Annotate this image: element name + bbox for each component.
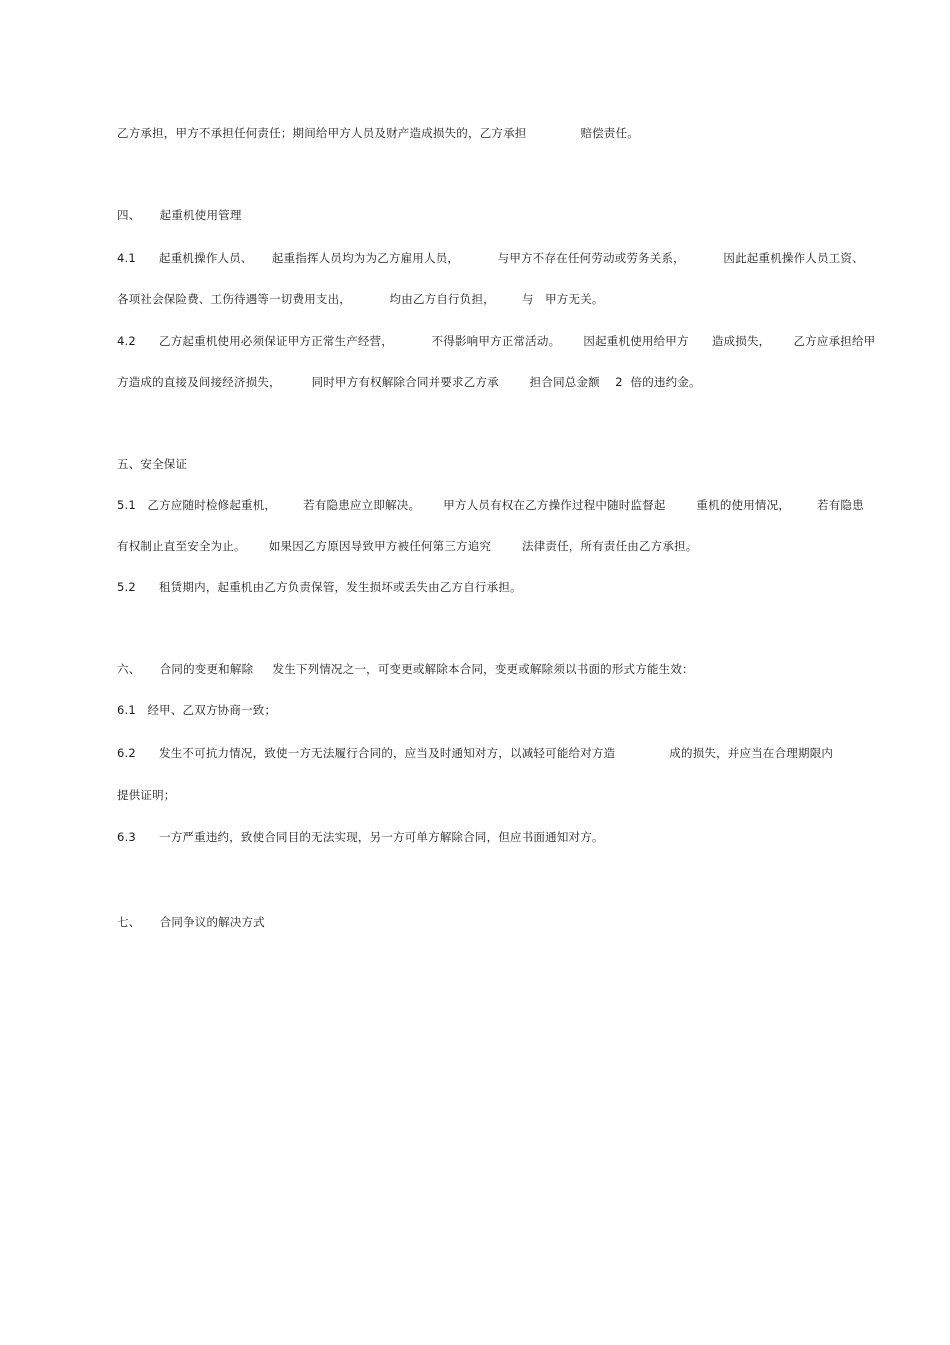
clause-line: 4.1 起重机操作人员、 起重指挥人员均为为乙方雇用人员， 与甲方不存在任何劳动或劳务关系， 因此起重机操作人员工资、 — [117, 251, 864, 265]
section-heading: 五、安全保证 — [117, 457, 188, 471]
clause-line: 5.1 乙方应随时检修起重机， 若有隐患应立即解决。 甲方人员有权在乙方操作过程中随时监督起 重机的使用情况， 若有隐患 — [117, 498, 864, 512]
clause-line: 6.2 发生不可抗力情况，致使一方无法履行合同的，应当及时通知对方，以减轻可能给对方造 成的损失，并应当在合理期限内 — [117, 746, 834, 760]
clause-line: 6.3 一方严重违约，致使合同目的无法实现，另一方可单方解除合同，但应书面通知对方。 — [117, 830, 604, 844]
clause-line: 有权制止直至安全为止。 如果因乙方原因导致甲方被任何第三方追究 法律责任，所有责任由乙方承担。 — [117, 539, 698, 553]
clause-line: 5.2 租赁期内，起重机由乙方负责保管，发生损坏或丢失由乙方自行承担。 — [117, 580, 522, 594]
section-heading: 七、 合同争议的解决方式 — [117, 915, 265, 929]
section-heading: 六、 合同的变更和解除 发生下列情况之一，可变更或解除本合同，变更或解除须以书面的形式方能生效： — [117, 662, 694, 676]
clause-line: 方造成的直接及间接经济损失， 同时甲方有权解除合同并要求乙方承 担合同总金额 2 倍的违约金。 — [117, 375, 701, 389]
clause-line: 各项社会保险费、工伤待遇等一切费用支出， 均由乙方自行负担， 与 甲方无关。 — [117, 292, 604, 306]
clause-line: 提供证明； — [117, 788, 176, 802]
paragraph-line: 乙方承担，甲方不承担任何责任；期间给甲方人员及财产造成损失的，乙方承担 赔偿责任。 — [117, 126, 639, 140]
clause-line: 6.1 经甲、乙双方协商一致； — [117, 703, 277, 717]
section-heading: 四、 起重机使用管理 — [117, 208, 242, 222]
clause-line: 4.2 乙方起重机使用必须保证甲方正常生产经营， 不得影响甲方正常活动。 因起重机使用给甲方 造成损失， 乙方应承担给甲 — [117, 334, 876, 348]
